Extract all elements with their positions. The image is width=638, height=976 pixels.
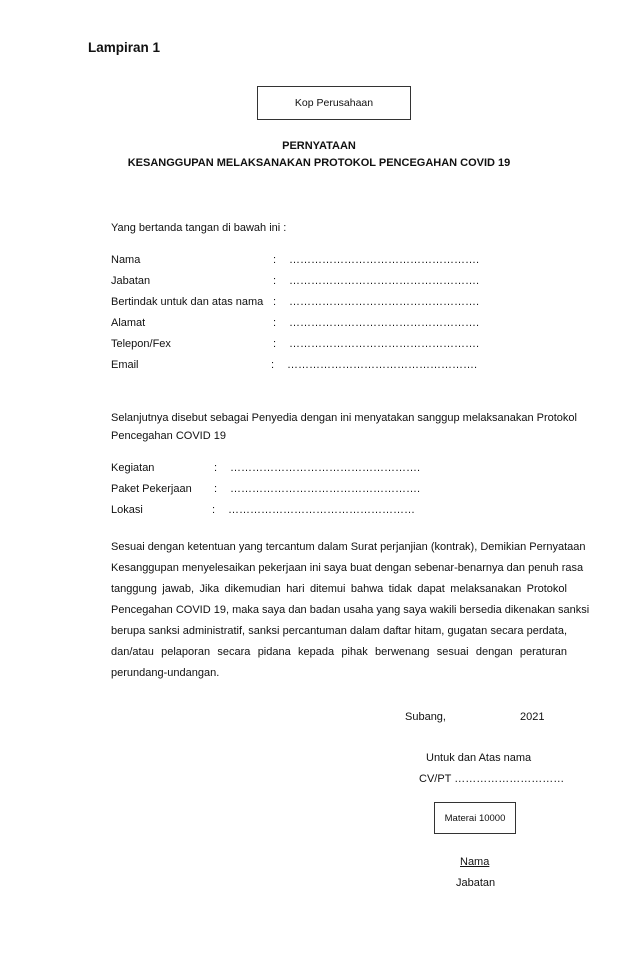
stamp-duty-label: Materai 10000 — [444, 812, 506, 824]
field-value: …………………………………………… — [228, 504, 415, 516]
stamp-duty-box — [434, 802, 516, 834]
letterhead-label: Kop Perusahaan — [294, 97, 374, 109]
field-label: Telepon/Fex — [111, 338, 171, 350]
statement-line: Pencegahan COVID 19 — [111, 430, 226, 442]
field-label: Lokasi — [111, 504, 143, 516]
field-label: Email — [111, 359, 139, 371]
field-value: ……………………………………………. — [289, 254, 480, 266]
field-label: Jabatan — [111, 275, 151, 287]
field-colon: : — [273, 338, 277, 350]
field-value: ……………………………………………. — [287, 359, 478, 371]
paragraph-line: berupa sanksi administratif, sanksi percantuman dalam daftar hitam, gugatan secara perdata, — [111, 625, 567, 637]
paragraph-line: tanggung jawab, Jika dikemudian hari ditemui bahwa tidak dapat melaksanakan Protokol — [111, 583, 567, 595]
signature-place: Subang, — [405, 711, 446, 723]
signatory-name: Nama — [460, 856, 490, 868]
field-label: Bertindak untuk dan atas nama — [111, 296, 264, 308]
signature-on-behalf: Untuk dan Atas nama — [426, 752, 532, 764]
statement-line: Selanjutnya disebut sebagai Penyedia dengan ini menyatakan sanggup melaksanakan Protokol — [111, 412, 577, 424]
field-value: ……………………………………………. — [289, 296, 480, 308]
field-label: Kegiatan — [111, 462, 155, 474]
paragraph-line: perundang-undangan. — [111, 667, 220, 679]
field-value: ……………………………………………. — [289, 317, 480, 329]
field-colon: : — [212, 504, 216, 516]
document-title: PERNYATAAN — [282, 140, 356, 152]
field-label: Nama — [111, 254, 141, 266]
field-colon: : — [273, 317, 277, 329]
lampiran-label: Lampiran 1 — [88, 40, 161, 55]
field-value: ……………………………………………. — [289, 338, 480, 350]
signature-year: 2021 — [520, 711, 545, 723]
field-value: ……………………………………………. — [230, 483, 421, 495]
field-value: ……………………………………………. — [230, 462, 421, 474]
field-colon: : — [214, 483, 218, 495]
document-subtitle: KESANGGUPAN MELAKSANAKAN PROTOKOL PENCEGAHAN COVID 19 — [127, 157, 511, 169]
field-colon: : — [273, 296, 277, 308]
field-label: Paket Pekerjaan — [111, 483, 192, 495]
paragraph-line: Kesanggupan menyelesaikan pekerjaan ini saya buat dengan sebenar-benarnya dan penuh rasa — [111, 562, 584, 574]
letterhead-placeholder-box — [257, 86, 411, 120]
field-colon: : — [273, 275, 277, 287]
field-colon: : — [273, 254, 277, 266]
signature-company: CV/PT ………………………… — [419, 773, 565, 785]
field-colon: : — [214, 462, 218, 474]
paragraph-line: Pencegahan COVID 19, maka saya dan badan usaha yang saya wakili bersedia dikenakan sanksi — [111, 604, 590, 616]
intro-text: Yang bertanda tangan di bawah ini : — [111, 222, 287, 234]
signatory-position: Jabatan — [456, 877, 496, 889]
paragraph-line: dan/atau pelaporan secara pidana kepada pihak berwenang sesuai dengan peraturan — [111, 646, 567, 658]
paragraph-line: Sesuai dengan ketentuan yang tercantum dalam Surat perjanjian (kontrak), Demikian Pernyataan — [111, 541, 586, 553]
field-colon: : — [271, 359, 275, 371]
field-value: ……………………………………………. — [289, 275, 480, 287]
field-label: Alamat — [111, 317, 146, 329]
